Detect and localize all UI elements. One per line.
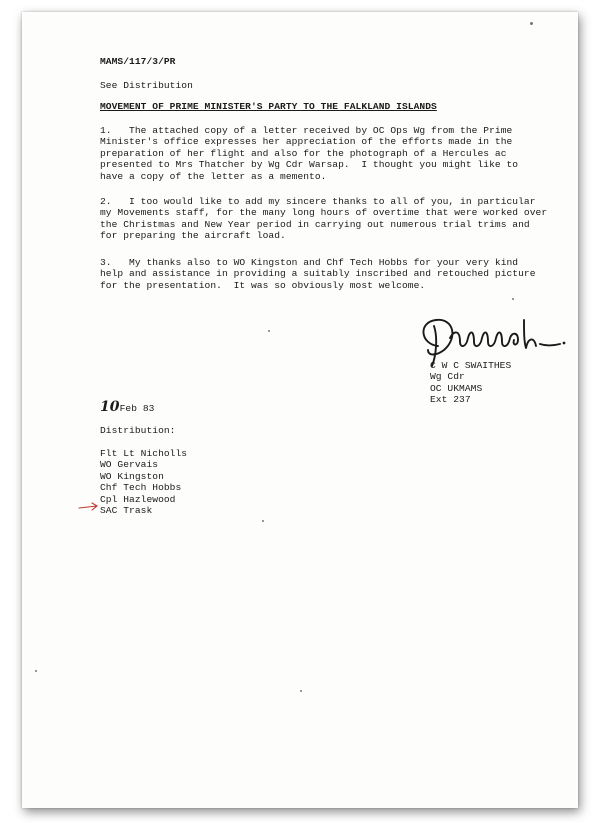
- scan-speck: [35, 670, 37, 672]
- scan-speck: [530, 22, 533, 25]
- signature-block: C W C SWAITHES Wg Cdr OC UKMAMS Ext 237: [430, 360, 512, 406]
- typed-date: Feb 83: [119, 403, 155, 414]
- date-line: [100, 399, 155, 415]
- paragraph-3: 3. My thanks also to WO Kingston and Chf Tech Hobbs for your very kind help and assistance in providing a suitably inscribed and retouched picture for the presentation. It was so obviously most welcome.: [100, 257, 536, 291]
- scan-speck: [512, 298, 514, 300]
- paragraph-2: 2. I too would like to add my sincere thanks to all of you, in particular my Movements staff, for the many long hours of overtime that were worked over the Christmas and New Year period in carrying out numerous trial trims and for preparing the aircraft load.: [100, 196, 548, 242]
- distribution-list: [100, 448, 187, 516]
- list-item: WO Kingston: [100, 470, 164, 482]
- handwritten-day: 10: [100, 399, 120, 415]
- addressee: See Distribution: [100, 80, 193, 91]
- paragraph-1: 1. The attached copy of a letter received by OC Ops Wg from the Prime Minister's office expresses her appreciation of the efforts made in the preparation of her flight and also for the photograph of a Hercules ac presented to Mrs Thatcher by Wg Cdr Warsap. I thought you might like to have a copy of the letter as a memento.: [100, 125, 519, 182]
- red-arrow-icon: [78, 502, 100, 512]
- scan-speck: [300, 690, 302, 692]
- subject-heading: MOVEMENT OF PRIME MINISTER'S PARTY TO THE FALKLAND ISLANDS: [100, 101, 437, 112]
- list-item: WO Gervais: [100, 459, 159, 471]
- list-item: Cpl Hazlewood: [100, 493, 176, 505]
- list-item: Chf Tech Hobbs: [100, 482, 182, 494]
- scan-speck: [268, 330, 270, 332]
- scan-speck: [262, 520, 264, 522]
- distribution-title: Distribution:: [100, 425, 176, 436]
- reference-number: MAMS/117/3/PR: [100, 56, 176, 67]
- list-item: Flt Lt Nicholls: [100, 448, 188, 459]
- list-item: SAC Trask: [100, 505, 153, 517]
